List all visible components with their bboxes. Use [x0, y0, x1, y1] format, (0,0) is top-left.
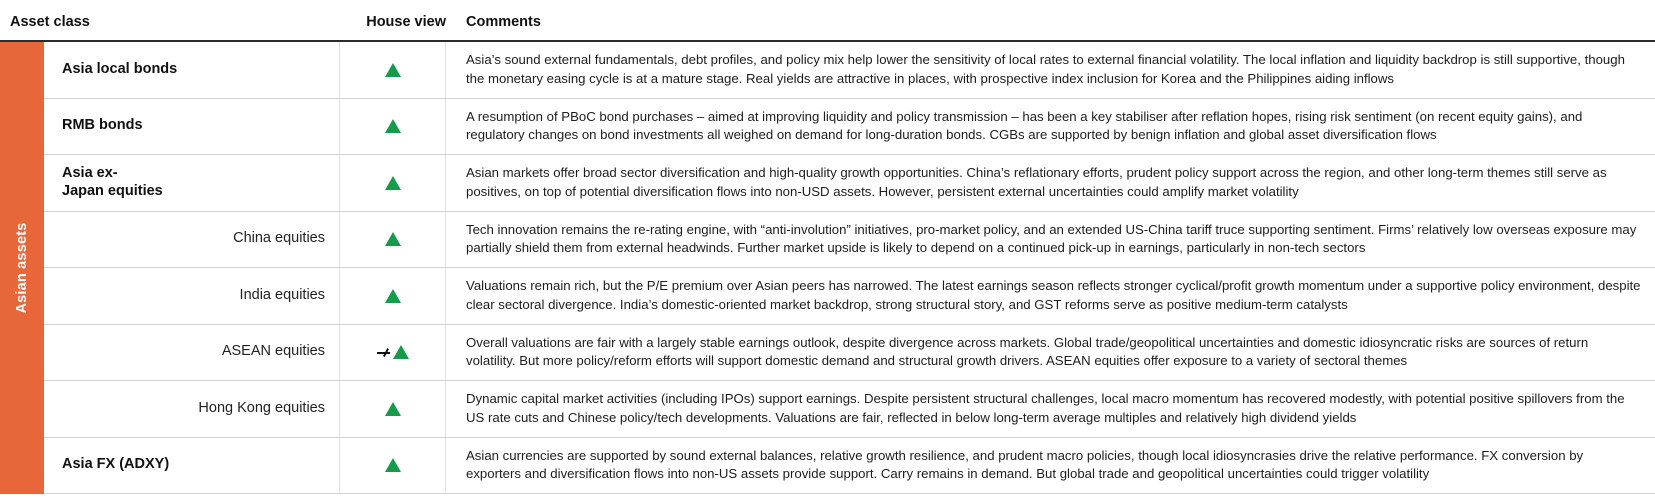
table-row [44, 268, 1655, 325]
comment-text: Overall valuations are fair with a largely stable earnings outlook, despite divergence across markets. Global trade/geopolitical uncertainties and domestic idiosyncratic risks are sources of return volatility. But more policy/reform efforts will support domestic demand and structural growth drivers. ASEAN equities offer exposure to a variety of sectoral themes [466, 334, 1589, 369]
cell-house-view [340, 268, 446, 324]
cell-house-view [340, 155, 446, 211]
triangle-up-icon [385, 289, 401, 303]
cell-house-view [340, 99, 446, 155]
asset-class-label: China equities [233, 230, 325, 247]
group-band-label: Asian assets [14, 222, 30, 314]
asset-class-label: India equities [239, 286, 325, 303]
cell-comments [446, 268, 1655, 324]
cell-asset-class [44, 155, 340, 211]
cell-asset-class [44, 268, 340, 324]
comment-text: Valuations remain rich, but the P/E premium over Asian peers has narrowed. The latest earnings season reflects stronger cyclical/profit growth momentum under a supportive policy environment, despite clear sectoral divergence. India’s domestic-oriented market backdrop, strong structural story, and GST reforms serve as positive medium-term catalysts [466, 278, 1641, 312]
column-header-house-view: House view [366, 14, 446, 30]
cell-comments [446, 99, 1655, 155]
asset-class-label: Hong Kong equities [198, 399, 325, 416]
table-row [44, 438, 1655, 495]
column-header-comments: Comments [466, 14, 541, 30]
comment-text: Asian markets offer broad sector diversification and high-quality growth opportunities. China’s reflationary efforts, prudent policy support across the region, and other long-term themes still serve as positives, on top of potential diversification flows into non-USD assets. However, persistent external uncertainties could amplify market volatility [466, 165, 1607, 199]
column-header-asset-class: Asset class [10, 14, 90, 30]
cell-house-view [340, 42, 446, 98]
arrow-right-icon [377, 345, 392, 359]
asset-class-label: Asia ex- Japan equities [62, 165, 163, 199]
table-header [0, 0, 1655, 42]
cell-comments [446, 325, 1655, 381]
cell-comments [446, 381, 1655, 437]
comment-text: Dynamic capital market activities (including IPOs) support earnings. Despite persistent structural challenges, local macro momentum has recovered modestly, with potential positive spillovers from the US rate cuts and Chinese policy/tech developments. Valuations are fair, reflected in below long-term average multiples and relatively high dividend yields [466, 391, 1625, 425]
cell-asset-class [44, 212, 340, 268]
comment-text: Tech innovation remains the re-rating engine, with “anti-involution” initiatives, pro-market policy, and an extended US-China tariff truce supporting sentiment. Firms’ relatively low overseas exposure may partially shield them from external headwinds. Further market upside is likely to depend on a continued pick-up in earnings, particularly in non-tech sectors [466, 221, 1637, 256]
cell-comments [446, 155, 1655, 211]
triangle-up-icon [385, 63, 401, 77]
asset-class-label: Asia FX (ADXY) [62, 456, 170, 473]
cell-house-view [340, 381, 446, 437]
cell-house-view [340, 325, 446, 381]
comment-text: Asian currencies are supported by sound external balances, relative growth resilience, and prudent macro policies, though local idiosyncrasies drive the relative performance. FX conversion by exporters and diversification flows into non-US assets provide support. Carry remains in demand. But global trade and geopolitical uncertainties could trigger volatility [466, 447, 1584, 482]
comment-text: Asia’s sound external fundamentals, debt profiles, and policy mix help lower the sensitivity of local rates to external financial volatility. The local inflation and liquidity backdrop is still supportive, though the monetary easing cycle is at a mature stage. Real yields are attractive in places, with prospective index inclusion for Korea and the Philippines aiding inflows [466, 52, 1625, 86]
table-row [44, 381, 1655, 438]
triangle-up-icon [385, 176, 401, 190]
comment-text: A resumption of PBoC bond purchases – aimed at improving liquidity and policy transmission – has been a key stabiliser after reflation hopes, rising risk sentiment (on recent equity gains), and regulatory changes on bond investments all weighed on demand for long-duration bonds. CGBs are supported by benign inflation and global asset diversification flows [466, 108, 1583, 143]
table-row [44, 99, 1655, 156]
cell-asset-class [44, 325, 340, 381]
table-rows [44, 42, 1655, 494]
cell-comments [446, 42, 1655, 98]
cell-asset-class [44, 438, 340, 494]
cell-asset-class [44, 381, 340, 437]
cell-asset-class [44, 42, 340, 98]
cell-house-view [340, 438, 446, 494]
asset-class-label: Asia local bonds [62, 60, 178, 77]
table-body [0, 42, 1655, 494]
triangle-up-icon [385, 232, 401, 246]
group-band-asian-assets [0, 42, 44, 494]
asset-class-label: ASEAN equities [221, 343, 325, 360]
cell-house-view [340, 212, 446, 268]
table-row [44, 212, 1655, 269]
table-row [44, 155, 1655, 212]
triangle-up-icon [385, 458, 401, 472]
triangle-up-icon [393, 345, 409, 359]
cell-comments [446, 212, 1655, 268]
triangle-up-icon [385, 402, 401, 416]
asset-class-label: RMB bonds [62, 117, 143, 134]
table-row [44, 42, 1655, 99]
triangle-up-icon [385, 119, 401, 133]
cell-asset-class [44, 99, 340, 155]
cell-comments [446, 438, 1655, 494]
table-row [44, 325, 1655, 382]
